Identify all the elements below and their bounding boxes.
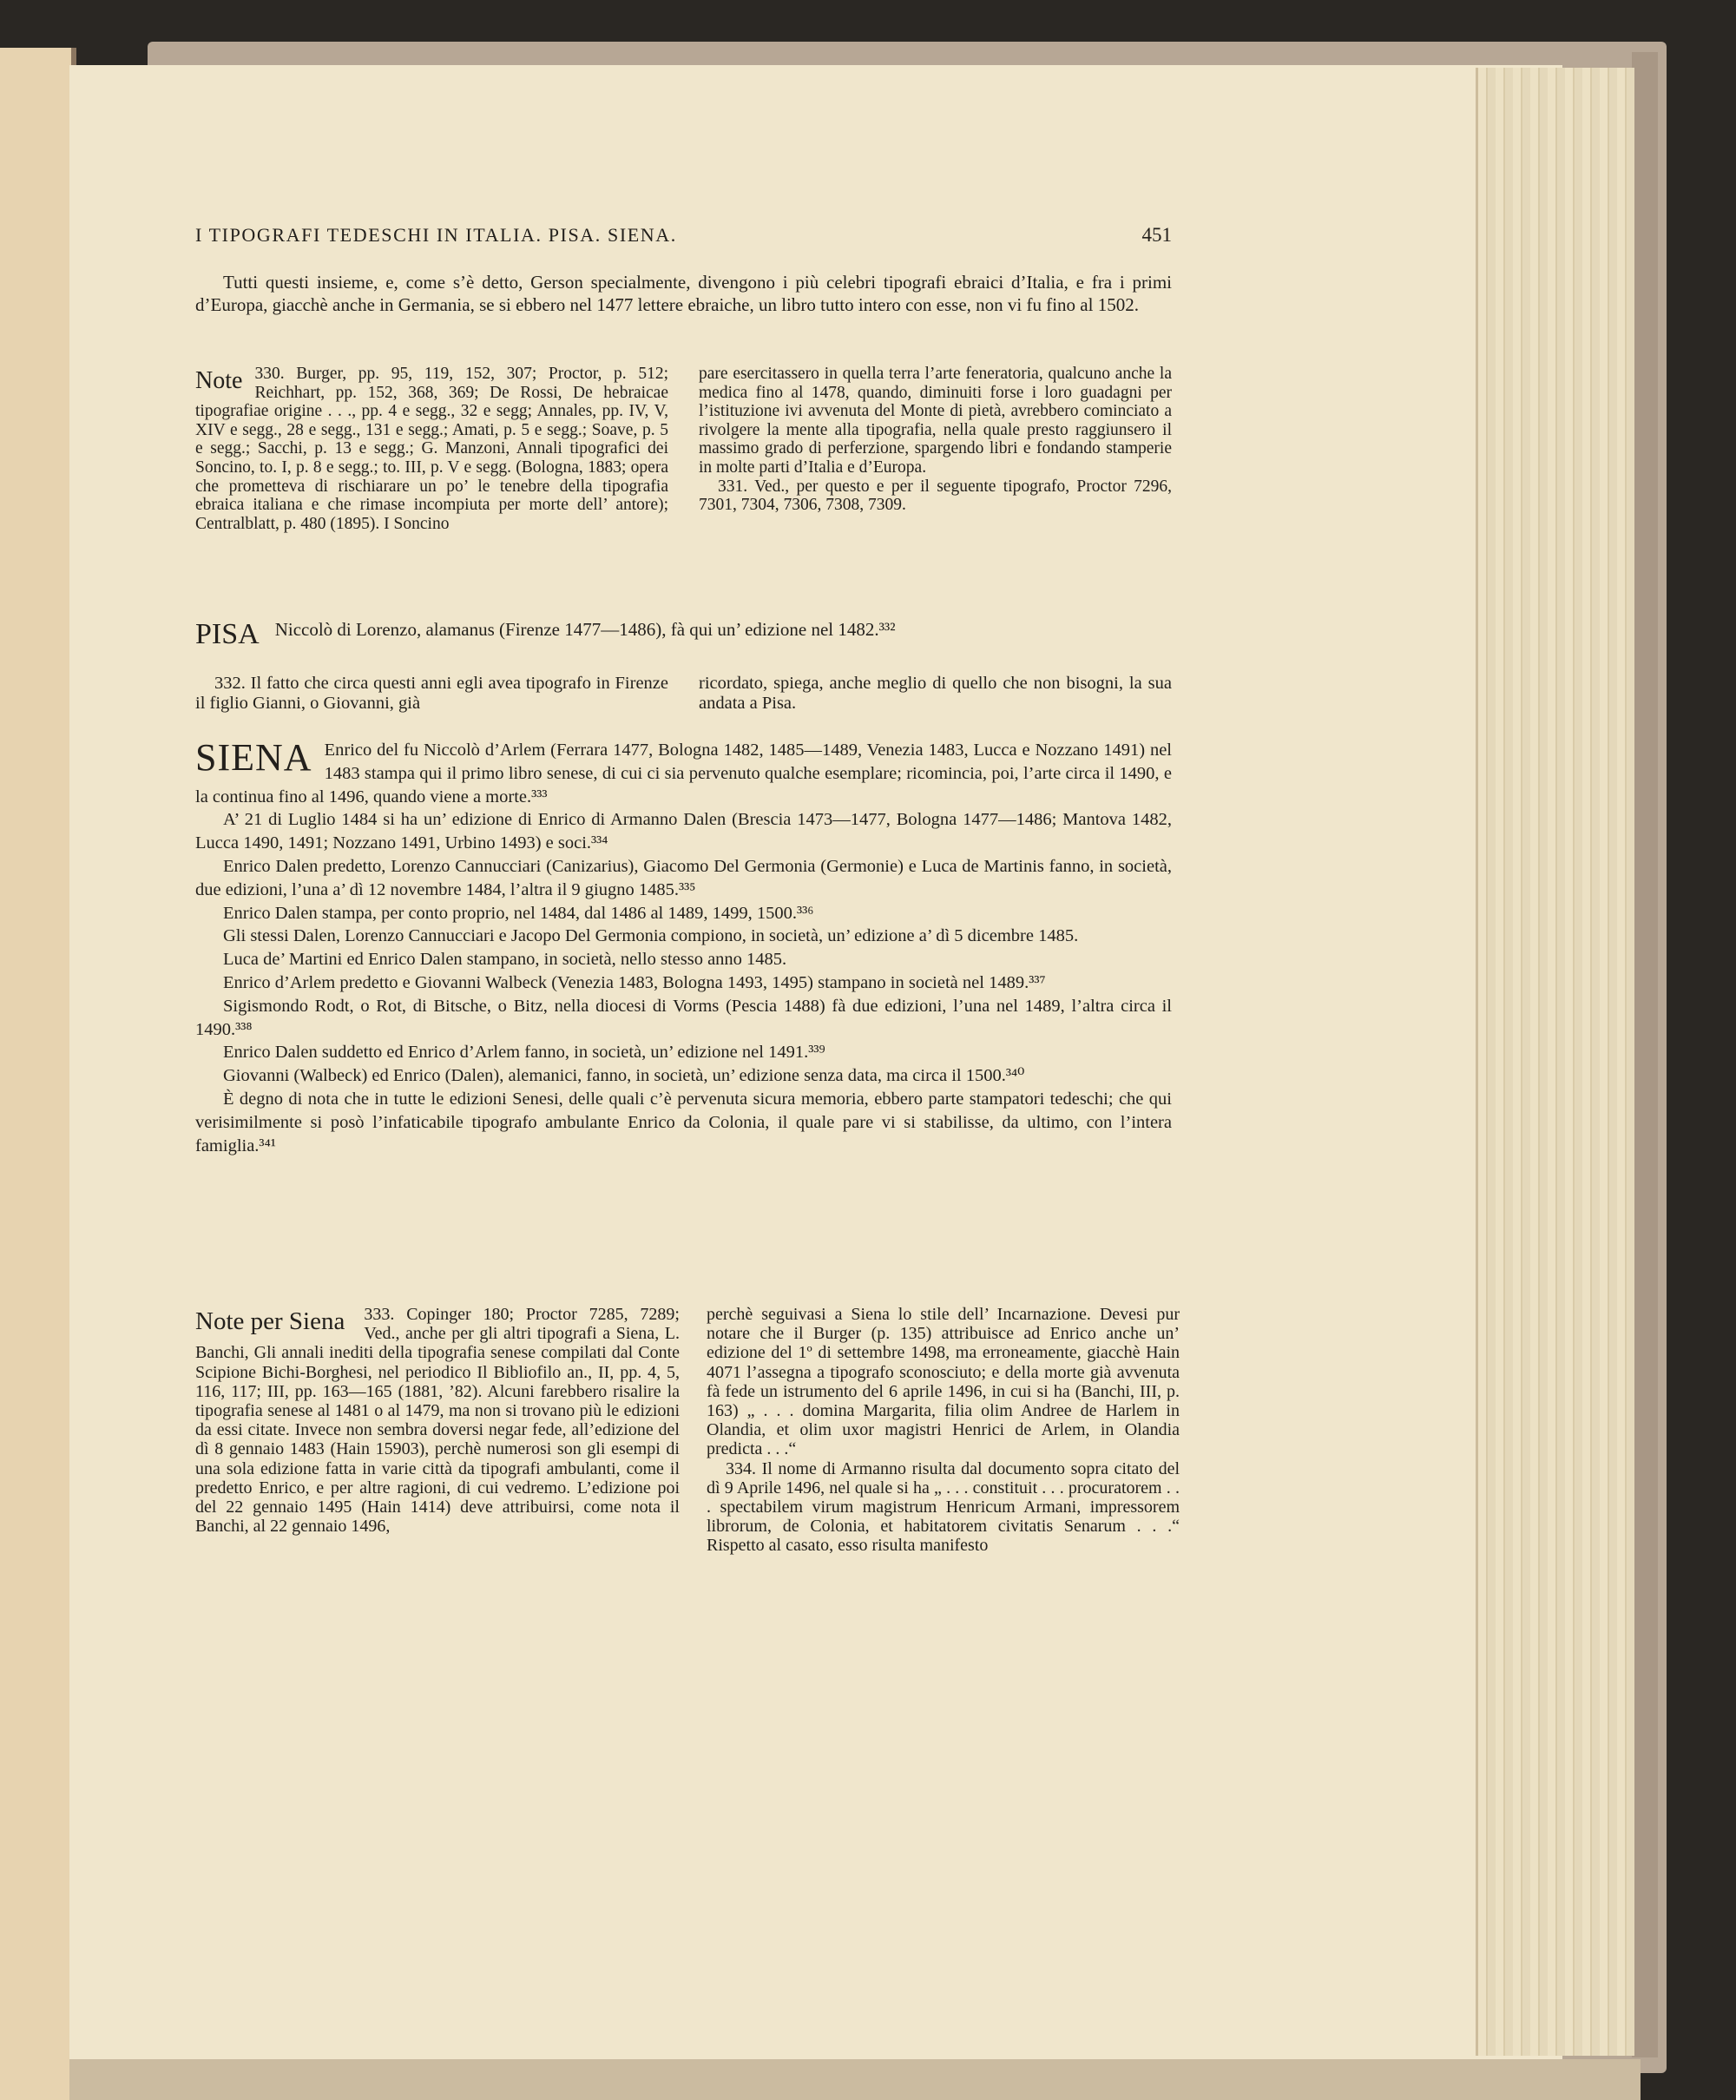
siena-notes-left [195,1305,680,1536]
pisa-section [195,618,1172,648]
siena-paragraph: Giovanni (Walbeck) ed Enrico (Dalen), alemanici, fanno, in società, un’ edizione senza data, ma circa il 1500.³⁴⁰ [223,1066,1025,1086]
siena-paragraph: Luca de’ Martini ed Enrico Dalen stampano, in società, nello stesso anno 1485. [223,950,787,970]
note-331: 331. Ved., per questo e per il seguente tipografo, Proctor 7296, 7301, 7304, 7306, 7308, 7309. [699,477,1172,515]
previous-page-edge [0,48,76,2100]
note-block-left [195,365,668,533]
siena-paragraph: A’ 21 di Luglio 1484 si ha un’ edizione di Enrico di Armanno Dalen (Brescia 1473—1477, Bologna 1477—1486; Mantova 1482, Lucca 1490, 1491; Nozzano 1491, Urbino 1493) e soci.³³⁴ [195,810,1172,853]
note-block-right [699,365,1172,515]
book-bottom-edge [69,2059,1641,2100]
note-334: 334. Il nome di Armanno risulta dal documento sopra citato del dì 9 Aprile 1496, nel quale si ha „ . . . constituit . . . procuratorem . . . spectabilem virum magistrum Henricum Armani, impressorem librorum, de Colonia, et habitatorem civitatis Senarum . . .“ Rispetto al casato, esso risulta manifesto [707,1458,1180,1556]
note-332-continued: ricordato, spiega, anche meglio di quello che non bisogni, la sua andata a Pisa. [699,674,1172,713]
siena-notes-label: Note per Siena [195,1307,345,1335]
note-label: Note [195,367,243,394]
note-333-continued: perchè seguivasi a Siena lo stile dell’ Incarnazione. Devesi pur notare che il Burger (p. 135) attribuisce ad Enrico anche un’ edizione del 1º di settembre 1498, ma erroneamente, giacchè Hain 4071 l’assegna a tipografo sconosciuto; e della morte già avvenuta fà fede un istrumento del 6 aprile 1496, in cui si ha (Banchi, III, p. 163) „ . . . domina Margarita, filia olim Andree de Harlem in Olandia, et olim uxor magistri Henrici de Arlem, in Olandia predicta . . .“ [707,1305,1180,1459]
note-332: 332. Il fatto che circa questi anni egli avea tipografo in Firenze il figlio Gianni, o Giovanni, già [195,674,668,713]
running-header [195,224,1172,247]
page-fore-edges [1476,68,1634,2056]
note-332-right [699,674,1172,714]
siena-paragraph: Enrico Dalen predetto, Lorenzo Cannucciari (Canizarius), Giacomo Del Germonia (Germonie) e Luca de Martinis fanno, in società, due edizioni, l’una a’ dì 12 novembre 1484, l’altra il 9 giugno 1485.³³⁵ [195,856,1172,899]
siena-paragraph: Enrico Dalen stampa, per conto proprio, nel 1484, dal 1486 al 1489, 1499, 1500.³³⁶ [223,903,814,923]
siena-paragraph: È degno di nota che in tutte le edizioni Senesi, delle quali c’è pervenuta sicura memoria, ebbero parte stampatori tedeschi; che qui verisimilmente si posò l’infaticabile tipografo ambulante Enrico da Colonia, il quale pare vi si stabilisse, da ultimo, con l’intera famiglia.³⁴¹ [195,1089,1172,1155]
siena-heading: SIENA [195,736,312,779]
pisa-heading: PISA [195,618,260,650]
page-number: 451 [1141,224,1172,246]
intro-paragraph: Tutti questi insieme, e, come s’è detto, Gerson specialmente, divengono i più celebri tipografi ebraici d’Italia, e fra i primi d’Europa, giacchè anche in Germania, se si ebbero nel 1477 lettere ebraiche, un libro tutto intero con esse, non vi fu fino al 1502. [195,272,1172,316]
note-330-continued: pare esercitassero in quella terra l’arte feneratoria, qualcuno anche la medica fino al 1478, quando, diminuiti forse i loro guadagni per l’istituzione ivi avvenuta del Monte di pietà, avrebbero cominciato a rivolgere la mente alla tipografia, nella quale presto raggiunsero il massimo grado di perferzione, spargendo libri e fondando stamperie in molte parti d’Italia e d’Europa. [699,365,1172,477]
siena-paragraph: Enrico d’Arlem predetto e Giovanni Walbeck (Venezia 1483, Bologna 1493, 1495) stampano in società nel 1489.³³⁷ [223,972,1046,992]
pisa-text: Niccolò di Lorenzo, alamanus (Firenze 1477—1486), fà qui un’ edizione nel 1482.³³² [274,619,896,640]
siena-paragraph: Enrico del fu Niccolò d’Arlem (Ferrara 1477, Bologna 1482, 1485—1489, Venezia 1483, Lucca e Nozzano 1491) nel 1483 stampa qui il primo libro senese, di cui ci sia pervenuto qualche esemplare; ricomincia, poi, l’arte circa il 1490, e la continua fino al 1496, quando viene a morte.³³³ [195,741,1172,806]
book-cover-edge [1632,52,1658,2057]
running-title: I TIPOGRAFI TEDESCHI IN ITALIA. PISA. SIENA. [195,224,677,246]
note-333: 333. Copinger 180; Proctor 7285, 7289; Ved., anche per gli altri tipografi a Siena, L. Banchi, Gli annali inediti della tipografia senese compilati dal Conte Scipione Bichi-Borghesi, nel periodico Il Bibliofilo an., II, pp. 4, 5, 116, 117; III, pp. 163—165 (1881, ’82). Alcuni farebbero risalire la tipografia senese al 1481 o al 1479, ma non si trovano più le edizioni da essi citate. Invece non sembra doversi negar fede, all’edizione del dì 8 gennaio 1483 (Hain 15903), perchè numerosi son gli esempi di una sola edizione fatta in varie città da tipografi ambulanti, come il predetto Enrico, e per altre ragioni, di cui vedremo. L’edizione poi del 22 gennaio 1495 (Hain 1414) deve attribuirsi, come nota il Banchi, al 22 gennaio 1496, [195,1305,680,1537]
siena-paragraph: Enrico Dalen suddetto ed Enrico d’Arlem fanno, in società, un’ edizione nel 1491.³³⁹ [223,1043,825,1063]
note-332-left [195,674,668,714]
siena-notes-right [707,1305,1180,1556]
siena-paragraph: Gli stessi Dalen, Lorenzo Cannucciari e Jacopo Del Germonia compiono, in società, un’ edizione a’ dì 5 dicembre 1485. [223,926,1079,946]
note-330: 330. Burger, pp. 95, 119, 152, 307; Proctor, p. 512; Reichhart, pp. 152, 368, 369; De Rossi, De hebraicae tipografiae origine . . ., pp. 4 e segg., 32 e segg; Annales, pp. IV, V, XIV e segg., 28 e segg., 131 e segg.; Amati, p. 5 e segg.; Soave, p. 5 e segg.; Sacchi, p. 13 e segg.; G. Manzoni, Annali tipografici dei Soncino, to. I, p. 8 e segg.; to. III, p. V e segg. (Bologna, 1883; opera che prometteva di rischiarare un po’ le tenebre della tipografia ebraica italiana e che rimase incompiuta per morte dell’ antore); Centralblatt, p. 480 (1895). I Soncino [195,365,668,533]
siena-section [195,736,1172,1157]
siena-paragraph: Sigismondo Rodt, o Rot, di Bitsche, o Bitz, nella diocesi di Vorms (Pescia 1488) fà due edizioni, l’una nel 1489, l’altra circa il 1490.³³⁸ [195,996,1172,1039]
